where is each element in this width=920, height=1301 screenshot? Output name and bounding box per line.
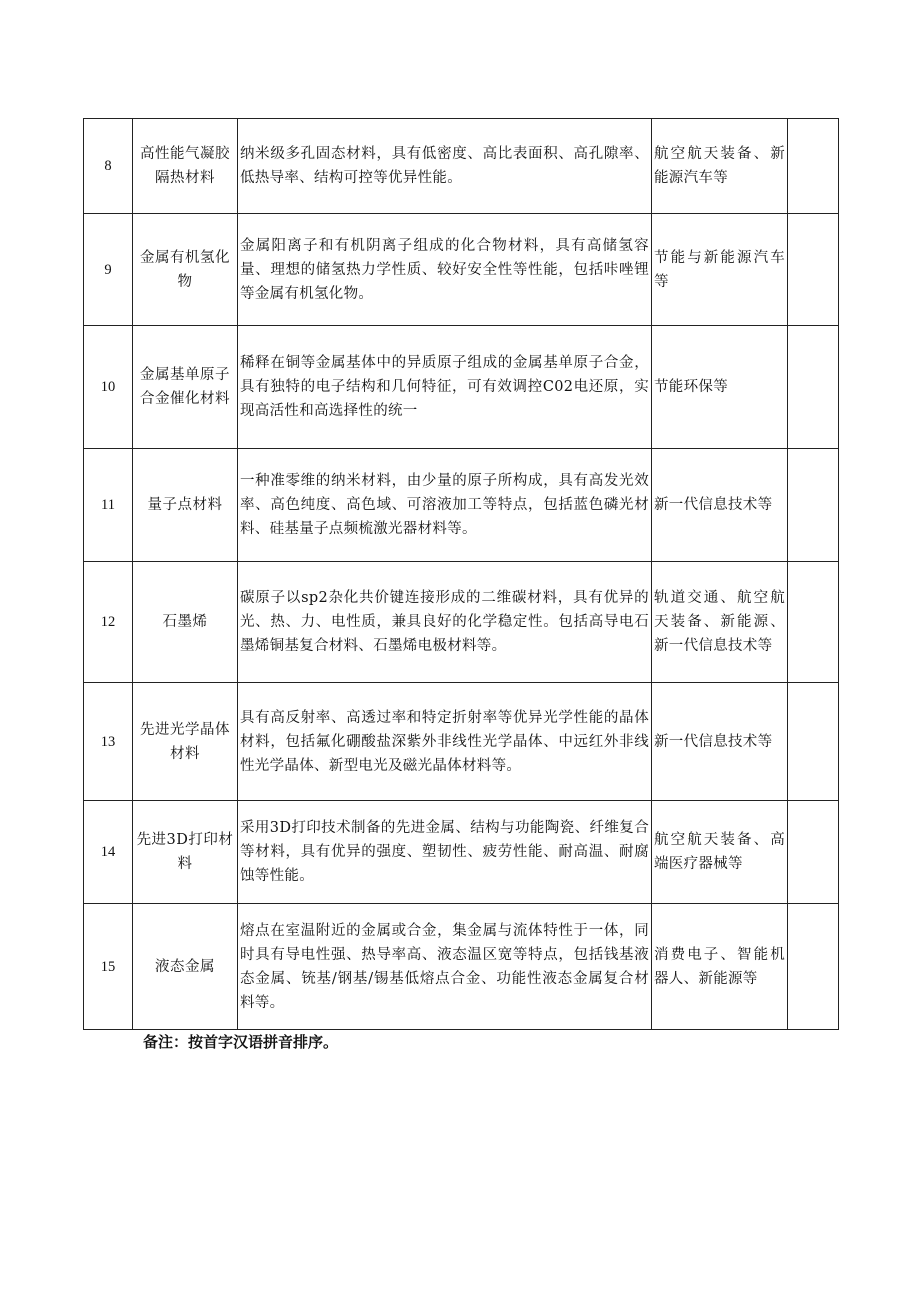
- application-field: 航空航天装备、高端医疗器械等: [652, 801, 788, 904]
- material-description: 具有高反射率、高透过率和特定折射率等优异光学性能的晶体材料，包括氟化硼酸盐深紫外非线性光学晶体、中远红外非线性光学晶体、新型电光及磁光晶体材料等。: [238, 683, 652, 801]
- application-field: 新一代信息技术等: [652, 683, 788, 801]
- application-field: 节能与新能源汽车等: [652, 214, 788, 326]
- material-name: 量子点材料: [133, 449, 238, 562]
- material-name: 先进3D打印材料: [133, 801, 238, 904]
- application-field: 节能环保等: [652, 326, 788, 449]
- material-name: 金属基单原子合金催化材料: [133, 326, 238, 449]
- material-name: 先进光学晶体材料: [133, 683, 238, 801]
- application-field: 航空航天装备、新能源汽车等: [652, 119, 788, 214]
- material-description: 稀释在铜等金属基体中的异质原子组成的金属基单原子合金，具有独特的电子结构和几何特征，可有效调控C02电还原，实现高活性和高选择性的统一: [238, 326, 652, 449]
- empty-cell: [788, 904, 839, 1030]
- empty-cell: [788, 562, 839, 683]
- empty-cell: [788, 119, 839, 214]
- table-row: [84, 683, 839, 801]
- material-name: 液态金属: [133, 904, 238, 1030]
- row-number: 15: [84, 904, 133, 1030]
- row-number: 13: [84, 683, 133, 801]
- material-name: 金属有机氢化物: [133, 214, 238, 326]
- material-description: 熔点在室温附近的金属或合金，集金属与流体特性于一体，同时具有导电性强、热导率高、液态温区宽等特点，包括钱基液态金属、铳基/钢基/锡基低熔点合金、功能性液态金属复合材料等。: [238, 904, 652, 1030]
- materials-table: [83, 118, 839, 1030]
- material-name: 石墨烯: [133, 562, 238, 683]
- application-field: 新一代信息技术等: [652, 449, 788, 562]
- row-number: 12: [84, 562, 133, 683]
- row-number: 10: [84, 326, 133, 449]
- table-row: [84, 119, 839, 214]
- material-description: 金属阳离子和有机阴离子组成的化合物材料，具有高储氢容量、理想的储氢热力学性质、较好安全性等性能，包括咔唑锂等金属有机氢化物。: [238, 214, 652, 326]
- application-field: 轨道交通、航空航天装备、新能源、新一代信息技术等: [652, 562, 788, 683]
- table-row: [84, 562, 839, 683]
- row-number: 8: [84, 119, 133, 214]
- empty-cell: [788, 214, 839, 326]
- empty-cell: [788, 801, 839, 904]
- table-row: [84, 801, 839, 904]
- material-description: 采用3D打印技术制备的先进金属、结构与功能陶瓷、纤维复合等材料，具有优异的强度、塑韧性、疲劳性能、耐高温、耐腐蚀等性能。: [238, 801, 652, 904]
- row-number: 11: [84, 449, 133, 562]
- table-row: [84, 904, 839, 1030]
- material-name: 高性能气凝胶隔热材料: [133, 119, 238, 214]
- row-number: 14: [84, 801, 133, 904]
- row-number: 9: [84, 214, 133, 326]
- empty-cell: [788, 326, 839, 449]
- table-row: [84, 326, 839, 449]
- application-field: 消费电子、智能机器人、新能源等: [652, 904, 788, 1030]
- material-description: 纳米级多孔固态材料，具有低密度、高比表面积、高孔隙率、低热导率、结构可控等优异性能。: [238, 119, 652, 214]
- material-description: 一种准零维的纳米材料，由少量的原子所构成，具有高发光效率、高色纯度、高色域、可溶液加工等特点，包括蓝色磷光材料、硅基量子点频梳激光器材料等。: [238, 449, 652, 562]
- footnote: 备注：按首字汉语拼音排序。: [143, 1033, 339, 1051]
- table-row: [84, 214, 839, 326]
- table-row: [84, 449, 839, 562]
- empty-cell: [788, 449, 839, 562]
- empty-cell: [788, 683, 839, 801]
- material-description: 碳原子以sp2杂化共价键连接形成的二维碳材料，具有优异的光、热、力、电性质，兼具良好的化学稳定性。包括高导电石墨烯铜基复合材料、石墨烯电极材料等。: [238, 562, 652, 683]
